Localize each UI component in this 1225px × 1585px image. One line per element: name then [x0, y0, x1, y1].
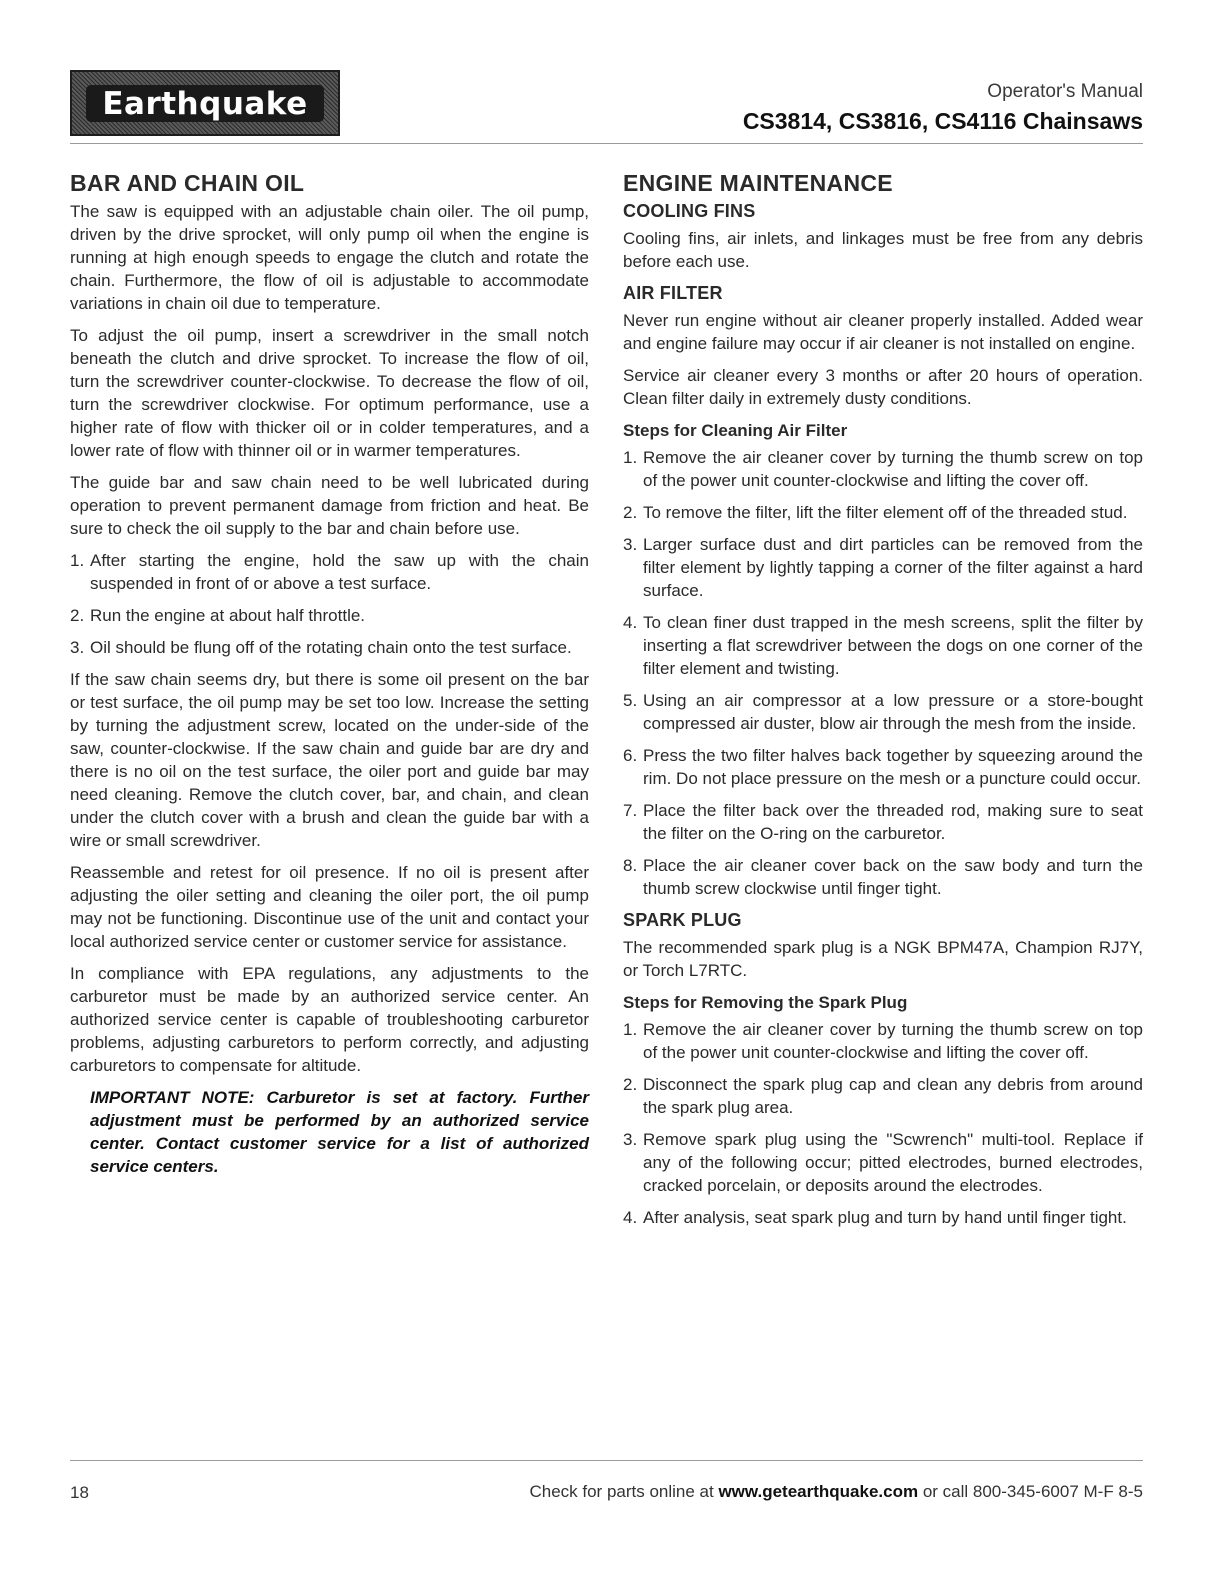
- step-text: Using an air compressor at a low pressure or a store-bought compressed air duster, blow air through the mesh from the inside.: [643, 691, 1143, 733]
- heading-cooling-fins: COOLING FINS: [623, 201, 756, 221]
- footer-contact: [529, 1482, 1143, 1502]
- paragraph: In compliance with EPA regulations, any adjustments to the carburetor must be made by an authorized service center. An authorized service center is capable of troubleshooting carburetor problems, adjusting carburetors to perform correctly, and adjusting carburetors to compensate for altitude.: [70, 964, 589, 1075]
- brand-logo: [70, 70, 340, 136]
- footer-divider: [70, 1460, 1143, 1461]
- step-number: 2.: [70, 606, 85, 625]
- important-note: IMPORTANT NOTE: Carburetor is set at factory. Further adjustment must be performed by an authorized service center. Contact customer service for a list of authorized service centers.: [90, 1088, 589, 1176]
- paragraph: Service air cleaner every 3 months or after 20 hours of operation. Clean filter daily in extremely dusty conditions.: [623, 366, 1143, 408]
- list-item: [623, 854, 1143, 900]
- list-item: [70, 549, 589, 595]
- step-number: 1.: [623, 1020, 638, 1039]
- step-number: 8.: [623, 856, 638, 875]
- page-number: 18: [70, 1483, 89, 1502]
- step-text: Larger surface dust and dirt particles can be removed from the filter element by lightly tapping a corner of the filter against a hard surface.: [643, 535, 1143, 600]
- step-text: Press the two filter halves back together by squeezing around the rim. Do not place pressure on the mesh or a puncture could occur.: [643, 746, 1143, 788]
- oil-test-steps: [70, 549, 589, 659]
- list-item: [623, 1206, 1143, 1229]
- step-number: 1.: [70, 551, 85, 570]
- list-item: [623, 799, 1143, 845]
- paragraph: Reassemble and retest for oil presence. If no oil is present after adjusting the oiler setting and cleaning the oiler port, the oil pump may not be functioning. Discontinue use of the unit and contact your local authorized service center or customer service for assistance.: [70, 863, 589, 951]
- air-filter-steps: [623, 446, 1143, 900]
- step-text: After starting the engine, hold the saw up with the chain suspended in front of or above a test surface.: [90, 551, 589, 593]
- step-text: To remove the filter, lift the filter element off of the threaded stud.: [643, 503, 1128, 522]
- step-text: Place the filter back over the threaded rod, making sure to seat the filter on the O-ring on the carburetor.: [643, 801, 1143, 843]
- step-number: 5.: [623, 691, 638, 710]
- step-number: 2.: [623, 1075, 638, 1094]
- step-number: 4.: [623, 613, 638, 632]
- step-number: 3.: [70, 638, 85, 657]
- footer-text-after: or call 800-345-6007 M-F 8-5: [918, 1482, 1143, 1501]
- right-column: [623, 172, 1143, 1238]
- step-text: Remove the air cleaner cover by turning the thumb screw on top of the power unit counter-clockwise and lifting the cover off.: [643, 448, 1143, 490]
- step-number: 7.: [623, 801, 638, 820]
- paragraph: The recommended spark plug is a NGK BPM47A, Champion RJ7Y, or Torch L7RTC.: [623, 938, 1143, 980]
- section-title-bar-chain-oil: BAR AND CHAIN OIL: [70, 170, 305, 196]
- step-number: 1.: [623, 448, 638, 467]
- list-item: [623, 689, 1143, 735]
- list-item: [623, 611, 1143, 680]
- heading-spark-plug: SPARK PLUG: [623, 910, 742, 930]
- paragraph: Cooling fins, air inlets, and linkages must be free from any debris before each use.: [623, 229, 1143, 271]
- list-item: [623, 446, 1143, 492]
- step-text: Disconnect the spark plug cap and clean any debris from around the spark plug area.: [643, 1075, 1143, 1117]
- logo-text: Earthquake: [102, 85, 308, 122]
- paragraph: The saw is equipped with an adjustable chain oiler. The oil pump, driven by the drive sprocket, will only pump oil when the engine is running at high enough speeds to engage the clutch and rotate the chain. Furthermore, the flow of oil is adjustable to accommodate variations in chain oil due to temperature.: [70, 202, 589, 313]
- step-text: Remove the air cleaner cover by turning the thumb screw on top of the power unit counter-clockwise and lifting the cover off.: [643, 1020, 1143, 1062]
- list-item: [623, 533, 1143, 602]
- list-item: [623, 1073, 1143, 1119]
- header-divider: [70, 143, 1143, 144]
- step-text: Run the engine at about half throttle.: [90, 606, 366, 625]
- step-number: 4.: [623, 1208, 638, 1227]
- footer-text-before: Check for parts online at: [529, 1482, 719, 1501]
- logo-badge: [86, 85, 324, 122]
- manual-label: Operator's Manual: [987, 81, 1143, 102]
- step-text: After analysis, seat spark plug and turn by hand until finger tight.: [643, 1208, 1127, 1227]
- list-item: [623, 1128, 1143, 1197]
- paragraph: Never run engine without air cleaner properly installed. Added wear and engine failure may occur if air cleaner is not installed on engine.: [623, 311, 1143, 353]
- model-title: CS3814, CS3816, CS4116 Chainsaws: [742, 108, 1143, 134]
- left-column: [70, 172, 589, 1187]
- step-number: 6.: [623, 746, 638, 765]
- list-item: [623, 501, 1143, 524]
- heading-spark-plug-steps: Steps for Removing the Spark Plug: [623, 993, 908, 1012]
- heading-air-filter-steps: Steps for Cleaning Air Filter: [623, 421, 848, 440]
- section-title-engine-maintenance: ENGINE MAINTENANCE: [623, 170, 893, 196]
- list-item: [623, 1018, 1143, 1064]
- step-number: 3.: [623, 1130, 638, 1149]
- step-number: 2.: [623, 503, 638, 522]
- website-link[interactable]: www.getearthquake.com: [718, 1482, 919, 1501]
- paragraph: The guide bar and saw chain need to be well lubricated during operation to prevent permanent damage from friction and heat. Be sure to check the oil supply to the bar and chain before use.: [70, 473, 589, 538]
- paragraph: If the saw chain seems dry, but there is some oil present on the bar or test surface, the oil pump may be set too low. Increase the setting by turning the adjustment screw, located on the under-side of the saw, counter-clockwise. If the saw chain and guide bar are dry and there is no oil on the test surface, the oiler port and guide bar may need cleaning. Remove the clutch cover, bar, and chain, and clean under the clutch cover with a brush and clean the guide bar with a wire or small screwdriver.: [70, 670, 589, 850]
- heading-air-filter: AIR FILTER: [623, 283, 723, 303]
- step-number: 3.: [623, 535, 638, 554]
- step-text: Remove spark plug using the "Scwrench" multi-tool. Replace if any of the following occur; pitted electrodes, burned electrodes, cracked porcelain, or deposits around the electrodes.: [643, 1130, 1143, 1195]
- step-text: Place the air cleaner cover back on the saw body and turn the thumb screw clockwise until finger tight.: [643, 856, 1143, 898]
- list-item: [623, 744, 1143, 790]
- paragraph: To adjust the oil pump, insert a screwdriver in the small notch beneath the clutch and drive sprocket. To increase the flow of oil, turn the screwdriver counter-clockwise. To decrease the flow of oil, turn the screwdriver clockwise. For optimum performance, use a higher rate of flow with thicker oil or in colder temperatures, and a lower rate of flow with thinner oil or in warmer temperatures.: [70, 326, 589, 460]
- step-text: Oil should be flung off of the rotating chain onto the test surface.: [90, 638, 572, 657]
- spark-plug-steps: [623, 1018, 1143, 1229]
- list-item: [70, 636, 589, 659]
- list-item: [70, 604, 589, 627]
- step-text: To clean finer dust trapped in the mesh screens, split the filter by inserting a flat screwdriver between the dogs on one corner of the filter element and twisting.: [643, 613, 1143, 678]
